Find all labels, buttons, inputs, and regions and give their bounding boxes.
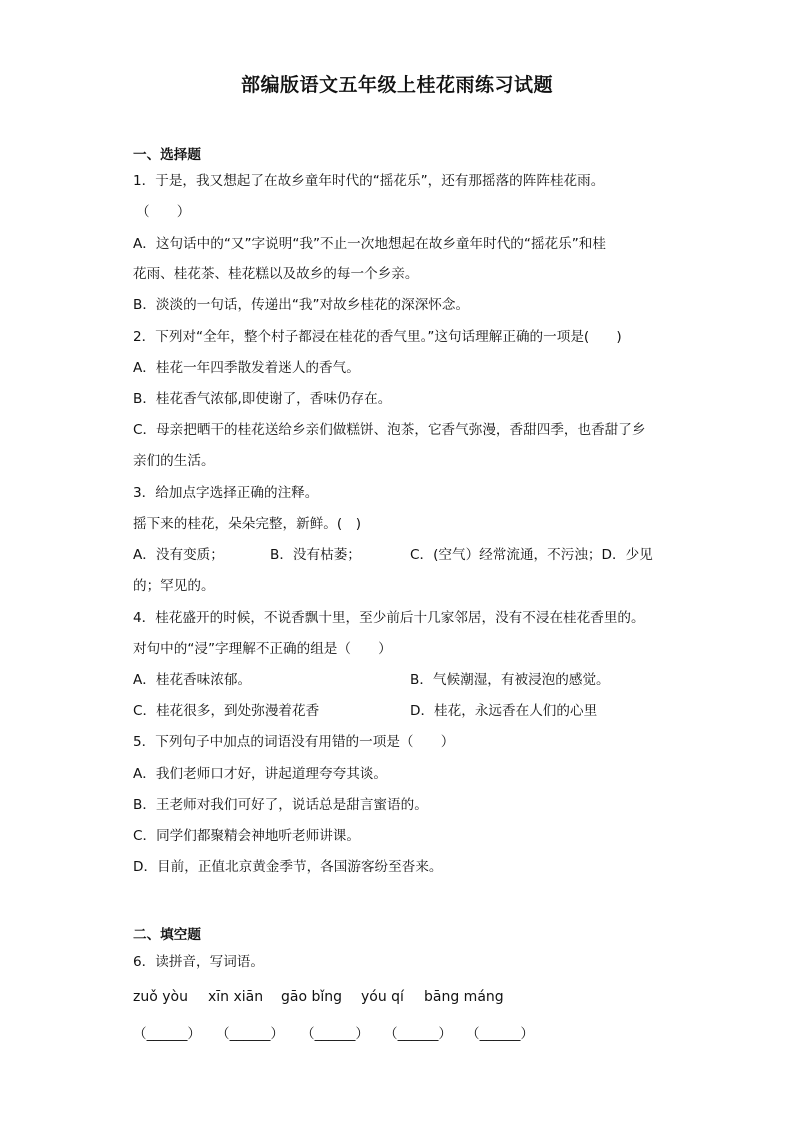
q5-option-a: A．我们老师口才好，讲起道理夸夸其谈。: [133, 766, 387, 782]
q1-option-a-line1: A．这句话中的“又”字说明“我”不止一次地想起在故乡童年时代的“摇花乐”和桂: [133, 236, 606, 252]
q6-pinyin-2: xīn xiān: [208, 989, 264, 1005]
q6-answer-blank-2[interactable]: （______）: [216, 1026, 284, 1042]
q3-option-a: A．没有变质；: [133, 547, 224, 563]
q5-stem: 5．下列句子中加点的词语没有用错的一项是（ ）: [133, 734, 455, 750]
q5-option-b: B．王老师对我们可好了，说话总是甜言蜜语的。: [133, 797, 428, 813]
q2-option-c-line2: 亲们的生活。: [133, 453, 215, 469]
q6-answer-blank-1[interactable]: （______）: [133, 1026, 201, 1042]
q4-option-a: A．桂花香味浓郁。: [133, 672, 252, 688]
q2-stem: 2．下列对“全年，整个村子都浸在桂花的香气里。”这句话理解正确的一项是( ): [133, 329, 622, 345]
document-title: 部编版语文五年级上桂花雨练习试题: [240, 74, 553, 96]
q2-option-a: A．桂花一年四季散发着迷人的香气。: [133, 360, 360, 376]
q6-stem: 6．读拼音，写词语。: [133, 954, 264, 970]
q1-answer-paren: （ ）: [136, 204, 191, 220]
q3-option-d-tail: 的；罕见的。: [133, 578, 215, 594]
q4-option-c: C．桂花很多，到处弥漫着花香: [133, 703, 320, 719]
q6-answer-blank-4[interactable]: （______）: [384, 1026, 452, 1042]
q4-stem: 4．桂花盛开的时候，不说香飘十里，至少前后十几家邻居，没有不浸在桂花香里的。: [133, 610, 645, 626]
section-heading-choice: 一、选择题: [133, 147, 201, 163]
q3-sentence: 摇下来的桂花，朵朵完整，新鲜。( ): [133, 516, 362, 532]
q2-option-c-line1: C．母亲把晒干的桂花送给乡亲们做糕饼、泡茶，它香气弥漫，香甜四季，也香甜了乡: [133, 422, 646, 438]
q5-option-d: D．目前，正值北京黄金季节，各国游客纷至沓来。: [133, 859, 443, 875]
q1-option-b: B．淡淡的一句话，传递出“我”对故乡桂花的深深怀念。: [133, 297, 470, 313]
q4-option-b: B．气候潮湿，有被浸泡的感觉。: [410, 672, 610, 688]
q2-option-b: B．桂花香气浓郁,即使谢了，香味仍存在。: [133, 391, 392, 407]
section-heading-fill: 二、填空题: [133, 927, 201, 943]
q4-option-d: D．桂花，永远香在人们的心里: [410, 703, 598, 719]
q1-stem: 1．于是，我又想起了在故乡童年时代的“摇花乐”，还有那摇落的阵阵桂花雨。: [133, 173, 605, 189]
q1-option-a-line2: 花雨、桂花茶、桂花糕以及故乡的每一个乡亲。: [133, 266, 419, 282]
q3-stem: 3．给加点字选择正确的注释。: [133, 485, 319, 501]
q6-pinyin-4: yóu qí: [361, 989, 404, 1005]
q6-pinyin-5: bāng máng: [424, 989, 504, 1005]
q6-pinyin-1: zuǒ yòu: [133, 989, 188, 1005]
q6-answer-blank-5[interactable]: （______）: [466, 1026, 534, 1042]
q6-answer-blank-3[interactable]: （______）: [301, 1026, 369, 1042]
q3-option-b: B．没有枯萎；: [270, 547, 361, 563]
q6-pinyin-3: gāo bǐng: [281, 989, 343, 1005]
q4-sub-question: 对句中的“浸”字理解不正确的组是（ ）: [133, 641, 392, 657]
q3-option-c-d: C．(空气）经常流通，不污浊；D．少见: [410, 547, 653, 563]
q5-option-c: C．同学们都聚精会神地听老师讲课。: [133, 828, 360, 844]
